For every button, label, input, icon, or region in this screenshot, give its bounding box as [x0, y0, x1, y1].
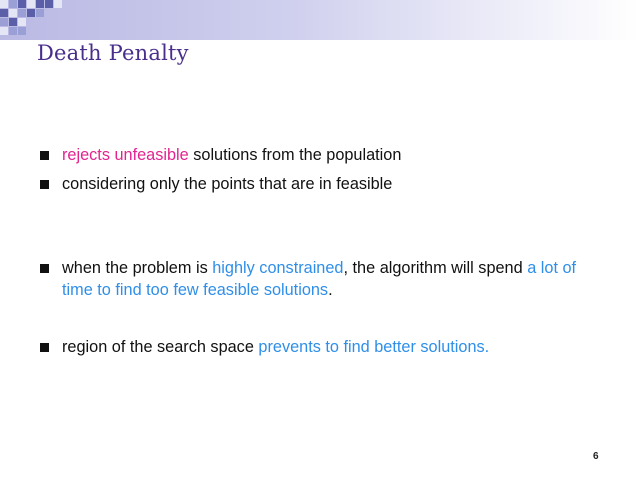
bullet-item [62, 257, 602, 301]
bullet-text: considering only the points that are in feasible [62, 175, 393, 193]
decoration-square [27, 9, 35, 17]
decoration-square [36, 0, 44, 8]
bullet-item [62, 144, 622, 166]
bullet-square-icon [40, 264, 49, 273]
decoration-square [9, 9, 17, 17]
decoration-square [0, 0, 8, 8]
decoration-square [36, 9, 44, 17]
page-number: 6 [593, 451, 599, 462]
bullet-text: when the problem is [62, 259, 213, 277]
decoration-square [54, 0, 62, 8]
decoration-square [0, 18, 8, 26]
bullet-text: solutions from the population [188, 146, 402, 164]
bullet-text: region of the search space [62, 338, 259, 356]
decoration-square [18, 18, 26, 26]
decoration-square [18, 27, 26, 35]
bullet-text: , the algorithm will spend [343, 259, 528, 277]
highlighted-text: a lot of time to find too few feasible solutions [62, 259, 577, 299]
decoration-square [9, 18, 17, 26]
decoration-square [9, 0, 17, 8]
header-band [0, 0, 638, 40]
decoration-square [27, 0, 35, 8]
slide-title: Death Penalty [37, 41, 189, 65]
highlighted-text: highly constrained [212, 259, 344, 277]
bullet-square-icon [40, 343, 49, 352]
bullet-item [62, 336, 562, 358]
decoration-square [18, 0, 26, 8]
bullet-item [62, 173, 622, 195]
decoration-square [9, 27, 17, 35]
bullet-text: . [328, 281, 333, 299]
highlighted-text: prevents to find better solutions. [258, 338, 490, 356]
decoration-square [0, 9, 8, 17]
decoration-square [0, 27, 8, 35]
bullet-square-icon [40, 180, 49, 189]
decoration-square [18, 9, 26, 17]
highlighted-text: rejects unfeasible [62, 146, 189, 164]
bullet-square-icon [40, 151, 49, 160]
decoration-square [45, 0, 53, 8]
